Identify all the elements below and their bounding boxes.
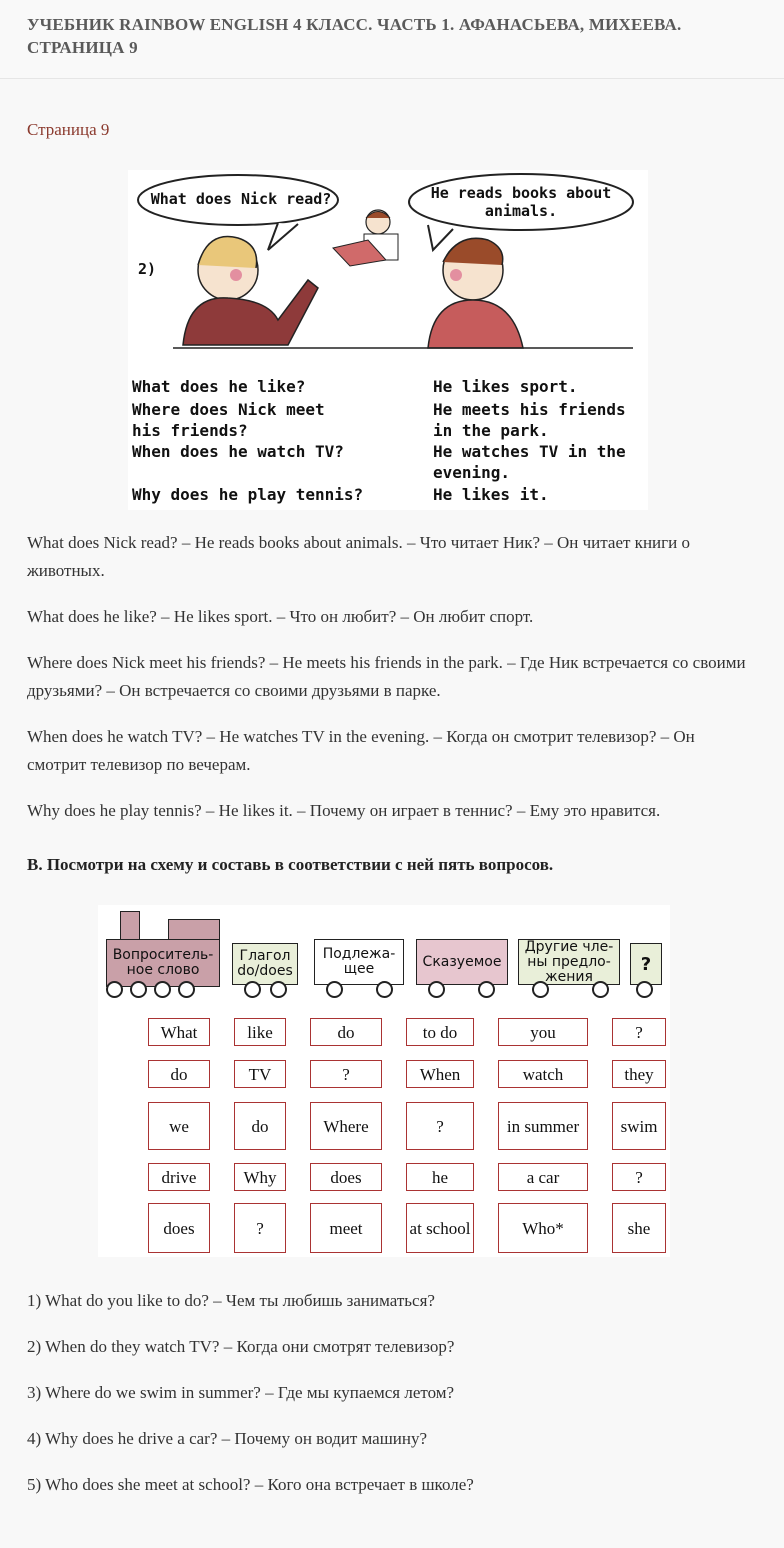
grid-cell: do	[310, 1018, 382, 1046]
wheel	[636, 981, 653, 998]
wheel	[178, 981, 195, 998]
dialogue-illustration	[128, 170, 648, 510]
grid-cell: What	[148, 1018, 210, 1046]
question-1: What does he like?	[132, 377, 306, 396]
answer-2: He meets his friends in the park.	[433, 400, 626, 440]
answer-line-3: 3) Where do we swim in summer? – Где мы купаемся летом?	[27, 1383, 455, 1402]
answer-line-2: 2) When do they watch TV? – Когда они смотрят телевизор?	[27, 1337, 455, 1356]
grid-cell: at school	[406, 1203, 474, 1253]
wagon-other-members: Другие чле-ны предло-жения	[518, 939, 620, 985]
dialogue-3: Where does Nick meet his friends? – He meets his friends in the park. – Где Ник встречается со своими друзьями? – Он встречается со своими друзьями в парке.	[27, 653, 746, 700]
grid-cell: ?	[406, 1102, 474, 1150]
page-header	[0, 0, 784, 79]
wagon-do-does: Глагол do/does	[232, 943, 298, 985]
wheel	[106, 981, 123, 998]
grid-cell: to do	[406, 1018, 474, 1046]
grid-cell: Why	[234, 1163, 286, 1191]
answer-line-4: 4) Why does he drive a car? – Почему он водит машину?	[27, 1429, 428, 1448]
wheel	[244, 981, 261, 998]
wheel	[532, 981, 549, 998]
answer-line-5: 5) Who does she meet at school? – Кого она встречает в школе?	[27, 1475, 474, 1494]
answer-line-1: 1) What do you like to do? – Чем ты любишь заниматься?	[27, 1291, 435, 1310]
grid-cell: When	[406, 1060, 474, 1088]
grid-cell: we	[148, 1102, 210, 1150]
question-2: Where does Nick meet his friends?	[132, 400, 325, 440]
grid-cell: Where	[310, 1102, 382, 1150]
wheel	[154, 981, 171, 998]
wheel	[428, 981, 445, 998]
wheel	[592, 981, 609, 998]
wheel	[478, 981, 495, 998]
grid-cell: ?	[234, 1203, 286, 1253]
grid-cell: you	[498, 1018, 588, 1046]
page-title: УЧЕБНИК RAINBOW ENGLISH 4 КЛАСС. ЧАСТЬ 1. АФАНАСЬЕВА, МИХЕЕВА. СТРАНИЦА 9	[27, 15, 682, 57]
grid-cell: ?	[612, 1018, 666, 1046]
grid-cell: she	[612, 1203, 666, 1253]
grid-cell: ?	[310, 1060, 382, 1088]
grid-cell: does	[148, 1203, 210, 1253]
page-label: Страница 9	[27, 120, 110, 139]
dialogue-2: What does he like? – He likes sport. – Что он любит? – Он любит спорт.	[27, 607, 534, 626]
grid-cell: meet	[310, 1203, 382, 1253]
dialogue-5: Why does he play tennis? – He likes it. – Почему он играет в теннис? – Ему это нравится.	[27, 801, 661, 820]
grid-cell: drive	[148, 1163, 210, 1191]
answer-1: He likes sport.	[433, 377, 578, 396]
wheel	[270, 981, 287, 998]
grid-cell: ?	[612, 1163, 666, 1191]
grid-cell: like	[234, 1018, 286, 1046]
answer-4: He likes it.	[433, 485, 549, 504]
grid-cell: Who*	[498, 1203, 588, 1253]
exercise-number: 2)	[138, 260, 157, 278]
wheel	[326, 981, 343, 998]
bubble-left-text: What does Nick read?	[150, 190, 332, 208]
grid-cell: do	[148, 1060, 210, 1088]
wagon-subject: Подлежа-щее	[314, 939, 404, 985]
grid-cell: watch	[498, 1060, 588, 1088]
dialogue-1: What does Nick read? – He reads books about animals. – Что читает Ник? – Он читает книги о животных.	[27, 533, 690, 580]
train-scheme	[98, 905, 670, 1257]
locomotive-chimney	[120, 911, 140, 941]
grid-cell: TV	[234, 1060, 286, 1088]
section-b-title: В. Посмотри на схему и составь в соответствии с ней пять вопросов.	[27, 855, 554, 874]
grid-cell: in summer	[498, 1102, 588, 1150]
wagon-question-mark: ?	[630, 943, 662, 985]
grid-cell: he	[406, 1163, 474, 1191]
wheel	[376, 981, 393, 998]
wheel	[130, 981, 147, 998]
grid-cell: swim	[612, 1102, 666, 1150]
question-3: When does he watch TV?	[132, 442, 344, 461]
wagon-question-word: Вопроситель-ное слово	[106, 939, 220, 987]
grid-cell: do	[234, 1102, 286, 1150]
wagon-predicate: Сказуемое	[416, 939, 508, 985]
grid-cell: does	[310, 1163, 382, 1191]
bubble-right-text: He reads books about animals.	[430, 184, 612, 220]
grid-cell: a car	[498, 1163, 588, 1191]
dialogue-4: When does he watch TV? – He watches TV in the evening. – Когда он смотрит телевизор? – Он смотрит телевизор по вечерам.	[27, 727, 695, 774]
answer-3: He watches TV in the evening.	[433, 442, 626, 482]
grid-cell: they	[612, 1060, 666, 1088]
question-4: Why does he play tennis?	[132, 485, 364, 504]
